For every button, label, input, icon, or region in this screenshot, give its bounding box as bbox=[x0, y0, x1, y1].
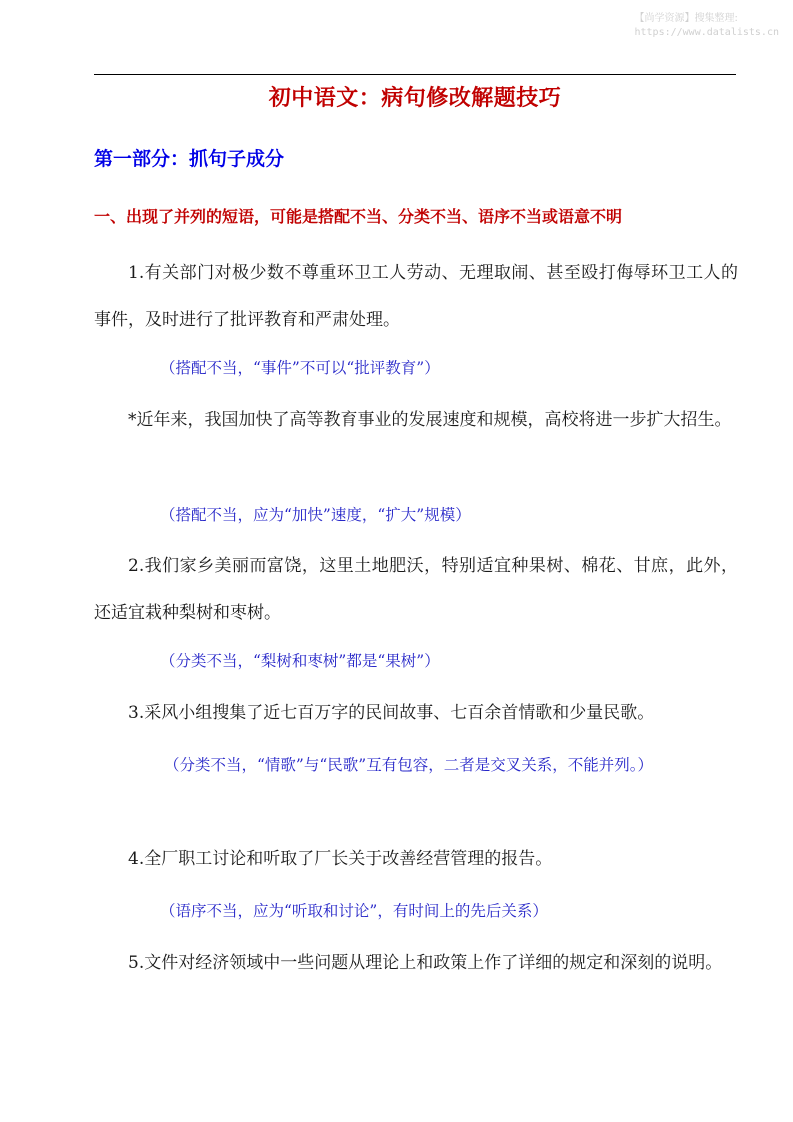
explanation-note-3 bbox=[112, 742, 738, 789]
explanation-note-2: （分类不当，“梨树和枣树”都是“果树”） bbox=[160, 652, 440, 670]
header-rule bbox=[94, 74, 736, 75]
part-heading: 第一部分：抓句子成分 bbox=[94, 148, 285, 170]
note-text: （分类不当，“情歌”与“民歌”互有包容，二者是交叉关系，不能并列。） bbox=[164, 756, 653, 774]
sentence-text: 3.采风小组搜集了近七百万字的民间故事、七百余首情歌和少量民歌。 bbox=[128, 703, 655, 723]
watermark-url: https://www.datalists.cn bbox=[634, 27, 779, 38]
document-title: 初中语文：病句修改解题技巧 bbox=[268, 86, 562, 111]
watermark bbox=[635, 12, 780, 40]
explanation-note-4: （语序不当，应为“听取和讨论”，有时间上的先后关系） bbox=[160, 902, 548, 920]
explanation-note-1: （搭配不当，“事件”不可以“批评教育”） bbox=[160, 359, 440, 377]
example-sentence-extra bbox=[94, 397, 738, 444]
sentence-text: 2.我们家乡美丽而富饶，这里土地肥沃，特别适宜种果树、棉花、甘庶，此外，还适宜栽种梨树和枣树。 bbox=[94, 556, 738, 623]
example-sentence-3 bbox=[94, 690, 738, 737]
example-sentence-5 bbox=[94, 940, 738, 987]
sentence-text: 1.有关部门对极少数不尊重环卫工人劳动、无理取闹、甚至殴打侮辱环卫工人的事件，及时进行了批评教育和严肃处理。 bbox=[94, 263, 738, 330]
example-sentence-1 bbox=[94, 250, 738, 344]
explanation-note-extra: （搭配不当，应为“加快”速度，“扩大”规模） bbox=[160, 506, 471, 524]
section-heading: 一、出现了并列的短语，可能是搭配不当、分类不当、语序不当或语意不明 bbox=[94, 207, 623, 226]
watermark-source: 【尚学资源】搜集整理: bbox=[634, 13, 738, 24]
sentence-text: 4.全厂职工讨论和听取了厂长关于改善经营管理的报告。 bbox=[128, 849, 553, 869]
example-sentence-2 bbox=[94, 543, 738, 637]
example-sentence-4 bbox=[94, 836, 738, 883]
sentence-text: *近年来，我国加快了高等教育事业的发展速度和规模，高校将进一步扩大招生。 bbox=[128, 410, 732, 430]
sentence-text: 5.文件对经济领域中一些问题从理论上和政策上作了详细的规定和深刻的说明。 bbox=[128, 953, 723, 973]
